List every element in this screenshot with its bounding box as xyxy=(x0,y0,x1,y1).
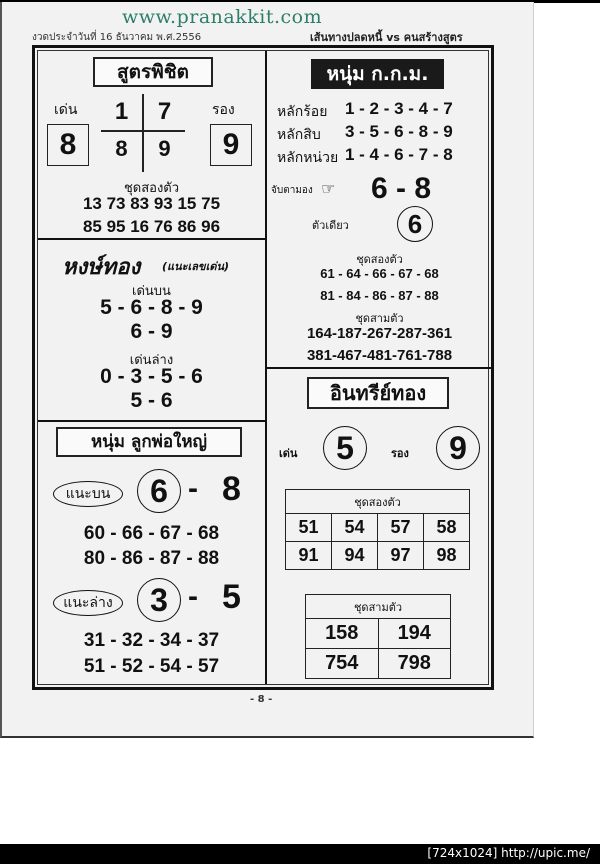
hundreds-label: หลักร้อย xyxy=(277,104,328,120)
hundreds-value: 1 - 2 - 3 - 4 - 7 xyxy=(345,99,453,118)
section-title: สูตรพิชิต xyxy=(93,57,213,87)
bottom-row: 31 - 32 - 34 - 37 xyxy=(83,630,220,651)
table-cell: 54 xyxy=(332,514,378,542)
section-title: หนุ่ม ก.ก.ม. xyxy=(311,59,444,89)
watch-value: 6 - 8 xyxy=(371,172,432,205)
table-cell: 91 xyxy=(286,542,332,570)
two-digit-label: ชุดสองตัว xyxy=(286,490,470,514)
tens-label: หลักสิบ xyxy=(277,127,321,143)
frame-inner-border xyxy=(37,50,489,685)
top-second-number: 8 xyxy=(222,470,241,508)
grid-cell: 1 xyxy=(114,98,129,125)
table-cell: 798 xyxy=(378,649,451,679)
section-num-luk-pho-yai xyxy=(38,422,265,690)
main-value-box: 8 xyxy=(47,124,89,166)
top-dash: - xyxy=(188,472,198,505)
watermark-url[interactable]: www.pranakkit.com xyxy=(122,6,323,28)
section-hong-thong xyxy=(38,240,265,420)
table-cell: 194 xyxy=(378,619,451,649)
content-frame xyxy=(32,45,494,690)
main-circled-number: 5 xyxy=(323,426,367,470)
runner-label: รอง xyxy=(212,102,235,118)
units-label: หลักหน่วย xyxy=(277,150,339,166)
three-digit-label: ชุดสามตัว xyxy=(355,312,404,325)
section-subtitle: (แนะเลขเด่น) xyxy=(162,260,230,273)
top-row: 60 - 66 - 67 - 68 xyxy=(83,523,220,544)
table-cell: 94 xyxy=(332,542,378,570)
two-digit-row: 81 - 84 - 86 - 87 - 88 xyxy=(320,288,439,303)
two-digit-row: 13 73 83 93 15 75 xyxy=(82,194,221,213)
two-digit-row: 85 95 16 76 86 96 xyxy=(82,217,221,236)
table-cell: 58 xyxy=(424,514,470,542)
bottom-label-oval: แนะล่าง xyxy=(53,590,123,616)
section-insri-thong xyxy=(267,369,492,690)
three-digit-label: ชุดสามตัว xyxy=(306,595,451,619)
pointing-hand-icon: ☞ xyxy=(321,179,336,198)
bottom-row: 51 - 52 - 54 - 57 xyxy=(83,656,220,677)
top-row: 6 - 9 xyxy=(130,320,173,343)
section-title: หงษ์ทอง xyxy=(62,255,141,280)
grid-cell: 8 xyxy=(115,136,128,161)
table-cell: 57 xyxy=(378,514,424,542)
two-digit-label: ชุดสองตัว xyxy=(123,181,180,196)
top-circled-number: 6 xyxy=(137,469,181,513)
top-label: เด่นบน xyxy=(132,284,171,299)
two-digit-label: ชุดสองตัว xyxy=(356,253,403,266)
main-label: เด่น xyxy=(54,102,78,118)
bottom-row: 0 - 3 - 5 - 6 xyxy=(100,365,203,388)
top-row: 5 - 6 - 8 - 9 xyxy=(100,296,203,319)
column-title: เส้นทางปลดหนี้ vs คนสร้างสูตร xyxy=(310,31,463,44)
runner-value-box: 9 xyxy=(210,124,252,166)
grid-cell: 7 xyxy=(157,98,172,125)
bottom-second-number: 5 xyxy=(222,578,241,616)
section-title: อินทรีย์ทอง xyxy=(307,377,449,409)
bottom-label: เด่นล่าง xyxy=(129,353,174,368)
bottom-row: 5 - 6 xyxy=(130,389,173,412)
cross-grid xyxy=(101,94,185,172)
table-cell: 97 xyxy=(378,542,424,570)
top-row: 80 - 86 - 87 - 88 xyxy=(83,548,220,569)
single-circled-number: 6 xyxy=(397,206,433,242)
watch-label: จับตามอง xyxy=(271,185,313,196)
section-num-kkm xyxy=(267,51,492,367)
table-cell: 51 xyxy=(286,514,332,542)
units-value: 1 - 4 - 6 - 7 - 8 xyxy=(345,145,453,164)
table-cell: 98 xyxy=(424,542,470,570)
table-cell: 754 xyxy=(306,649,379,679)
two-digit-row: 61 - 64 - 66 - 67 - 68 xyxy=(320,266,439,281)
bottom-circled-number: 3 xyxy=(137,578,181,622)
issue-date: งวดประจำวันที่ 16 ธันวาคม พ.ศ.2556 xyxy=(32,32,202,43)
two-digit-table xyxy=(285,489,470,570)
single-label: ตัวเดียว xyxy=(312,219,349,232)
runner-label: รอง xyxy=(391,447,409,460)
top-label-oval: แนะบน xyxy=(53,481,123,507)
page-number: - 8 - xyxy=(250,694,273,705)
main-label: เด่น xyxy=(279,447,298,460)
table-cell: 158 xyxy=(306,619,379,649)
runner-circled-number: 9 xyxy=(436,426,480,470)
three-digit-row: 381-467-481-761-788 xyxy=(306,347,453,364)
three-digit-table xyxy=(305,594,451,679)
footer-link[interactable]: [724x1024] http://upic.me/ xyxy=(427,846,590,860)
tens-value: 3 - 5 - 6 - 8 - 9 xyxy=(345,122,453,141)
grid-cell: 9 xyxy=(158,136,171,161)
scanned-page xyxy=(0,2,534,738)
section-title: หนุ่ม ลูกพ่อใหญ่ xyxy=(56,427,242,457)
bottom-dash: - xyxy=(188,580,198,613)
section-sutr-phichit xyxy=(38,51,265,238)
three-digit-row: 164-187-267-287-361 xyxy=(306,325,453,342)
